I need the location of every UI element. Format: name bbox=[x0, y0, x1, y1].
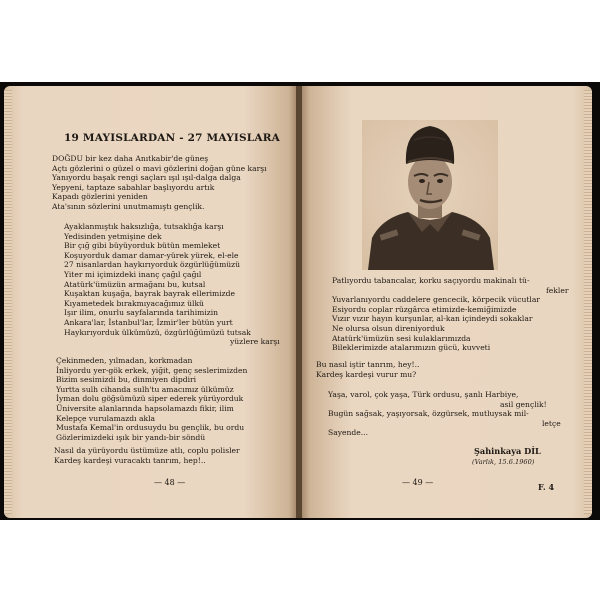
poem-line: Nasıl da yürüyordu üstümüze atlı, coplu polisler bbox=[54, 446, 240, 455]
open-book bbox=[4, 86, 596, 518]
signature-mark: F. 4 bbox=[538, 482, 555, 492]
poem-line: asil gençlik! bbox=[500, 399, 547, 409]
poem-line: letçe bbox=[542, 418, 561, 428]
left-stanza-3 bbox=[56, 356, 247, 442]
page-number-right: — 49 — bbox=[402, 478, 434, 487]
poem-line: Üniversite alanlarında hapsolamazdı fikir, ilim bbox=[56, 403, 234, 413]
poem-line: İyman dolu göğsümüzü siper ederek yürüyorduk bbox=[56, 394, 244, 404]
poem-line: DOĞDU bir kez daha Anıtkabir'de güneş bbox=[52, 154, 209, 163]
poem-line: Atatürk'ümüzün sesi kulaklarımızda bbox=[332, 333, 471, 343]
poem-line: Yuvarlanıyordu caddelere gencecik, körpecik vücutlar bbox=[332, 295, 541, 305]
poem-line: Haykırıyorduk ülkümüzü, özgürlüğümüzü tutsak bbox=[64, 327, 251, 337]
poem-line: Bu nasıl iştir tanrım, hey!.. bbox=[316, 360, 420, 369]
publication-source: (Varlık, 15.6.1960) bbox=[472, 458, 535, 466]
poem-line: Yaşa, varol, çok yaşa, Türk ordusu, şanlı Harbiye, bbox=[328, 390, 519, 399]
poem-line: Kapadı gözlerini yeniden bbox=[52, 192, 148, 202]
poem-line: Kıyametedek bırakmıyacağımız ülkü bbox=[64, 298, 204, 308]
poem-line: Yiter mi içimizdeki inanç çağıl çağıl bbox=[64, 269, 202, 279]
running-head: 19 MAYISLARDAN - 27 MAYISLARA bbox=[64, 132, 280, 144]
poem-line: Mustafa Kemal'in ordusuydu bu gençlik, bu ordu bbox=[56, 423, 245, 433]
page-number-left: — 48 — bbox=[154, 478, 186, 487]
poem-line: İnliyordu yer-gök erkek, yiğit, genç seslerimizden bbox=[56, 365, 248, 375]
poem-line: Atatürk'ümüzün armağanı bu, kutsal bbox=[64, 279, 206, 289]
poem-line: Ata'sının sözlerini unutmamıştı gençlik. bbox=[52, 201, 205, 211]
right-stanza-3 bbox=[328, 390, 561, 438]
poem-line: Ankara'lar, İstanbul'lar, İzmir'ler bütün yurt bbox=[64, 317, 233, 327]
poem-line: Yanıyordu başak rengi saçları ışıl ışıl-dalga dalga bbox=[52, 173, 241, 183]
poem-line: 27 nisanlardan haykırıyorduk özgürlüğümüzü bbox=[64, 260, 241, 270]
right-page bbox=[302, 86, 592, 518]
poem-line: Yedisinden yetmişine dek bbox=[64, 231, 162, 241]
right-stanza-2 bbox=[316, 360, 419, 379]
poem-line: Kardeş kardeşi vurur mu? bbox=[316, 369, 417, 379]
left-page bbox=[4, 86, 296, 518]
poem-line: Yepyeni, taptaze sabahlar başlıyordu artık bbox=[52, 182, 215, 192]
poem-line: Işır ilim, onurlu sayfalarında tarihimizin bbox=[64, 308, 219, 318]
left-stanza-1 bbox=[52, 154, 267, 212]
poem-line: Çekinmeden, yılmadan, korkmadan bbox=[56, 356, 193, 365]
left-page-edge bbox=[4, 90, 12, 514]
poem-line: Bir çığ gibi büyüyorduk bütün memleket bbox=[64, 241, 221, 251]
poem-line: Esiyordu coplar rüzgârca etimizde-kemiğimizde bbox=[332, 304, 517, 314]
left-stanza-2 bbox=[64, 222, 280, 347]
poem-line: Bileklerimizde atalarımızın gücü, kuvveti bbox=[332, 343, 491, 353]
right-stanza-1 bbox=[332, 276, 568, 353]
poem-line: Ayaklanmıştık haksızlığa, tutsaklığa karşı bbox=[64, 222, 224, 231]
poem-line: Kardeş kardeşi vuracaktı tanrım, hep!.. bbox=[54, 455, 206, 465]
poem-line: Gözlerimizdeki ışık bir yandı-bir söndü bbox=[56, 432, 206, 442]
poem-line: Kuşaktan kuşağa, bayrak bayrak ellerimizde bbox=[64, 289, 236, 299]
poem-line: Ne olursa olsun direniyorduk bbox=[332, 323, 445, 333]
poem-line: Bugün sağsak, yaşıyorsak, özgürsek, mutluysak mil- bbox=[328, 409, 529, 419]
poem-line: Koşuyorduk damar damar-yürek yürek, el-ele bbox=[64, 250, 239, 260]
portrait-photo-icon bbox=[362, 120, 498, 270]
poem-line: Açtı gözlerini o güzel o mavi gözlerini doğan güne karşı bbox=[52, 163, 267, 173]
poem-line: Yurtta sulh cihanda sulh'tu amacımız ülkümüz bbox=[56, 384, 234, 394]
poem-line: fekler bbox=[546, 285, 569, 295]
author-signature: Şahinkaya DİL bbox=[474, 446, 541, 456]
poem-line: yüzlere karşı bbox=[230, 337, 280, 347]
left-stanza-4 bbox=[54, 446, 240, 465]
right-page-edge bbox=[584, 90, 592, 514]
poem-line: Sayende... bbox=[328, 428, 369, 438]
poem-line: Kelepçe vurulamazdı akla bbox=[56, 413, 156, 423]
poem-line: Bizim sesimizdi bu, dinmiyen dipdiri bbox=[56, 375, 197, 385]
poem-line: Patlıyordu tabancalar, korku saçıyordu makinalı tü- bbox=[332, 276, 530, 285]
poem-line: Vızır vızır hayın kurşunlar, al-kan içindeydi sokaklar bbox=[332, 314, 533, 324]
